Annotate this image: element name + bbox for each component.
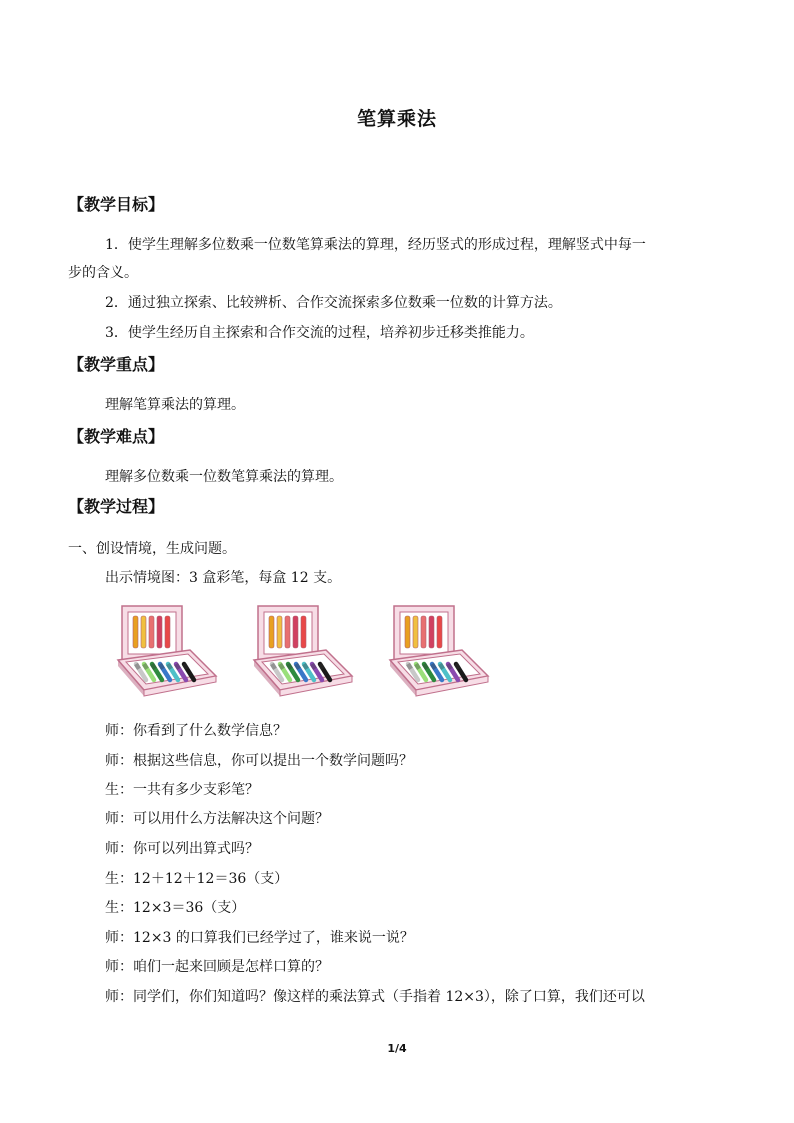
dialogue-line: 师：你可以列出算式吗？ (105, 841, 259, 857)
page-number: 1/4 (387, 1042, 407, 1055)
goal-item-3: 3．使学生经历自主探索和合作交流的过程，培养初步迁移类推能力。 (105, 325, 534, 341)
heading-key-points: 【教学重点】 (68, 355, 165, 374)
page-title: 笔算乘法 (356, 108, 437, 130)
heading-goals: 【教学目标】 (68, 195, 165, 214)
goal-item-1-line-1: 1．使学生理解多位数乘一位数笔算乘法的算理，经历竖式的形成过程，理解竖式中每一 (105, 237, 646, 253)
pencil-box-illustration (112, 598, 492, 702)
pencil-box-icon (112, 598, 220, 702)
dialogue-line: 生：12×3＝36（支） (105, 900, 246, 916)
heading-process: 【教学过程】 (68, 497, 165, 516)
key-points-text: 理解笔算乘法的算理。 (105, 397, 245, 413)
dialogue-line: 生：12＋12＋12＝36（支） (105, 871, 289, 887)
difficulties-text: 理解多位数乘一位数笔算乘法的算理。 (105, 469, 343, 485)
dialogue-line: 师：同学们，你们知道吗？像这样的乘法算式（手指着 12×3），除了口算，我们还可以 (105, 989, 645, 1005)
dialogue-line: 师：可以用什么方法解决这个问题？ (105, 811, 329, 827)
goal-item-1-line-2: 步的含义。 (68, 265, 138, 281)
dialogue-line: 生：一共有多少支彩笔？ (105, 782, 259, 798)
heading-difficulties: 【教学难点】 (68, 427, 165, 446)
pencil-box-icon (384, 598, 492, 702)
dialogue-line: 师：12×3 的口算我们已经学过了，谁来说一说？ (105, 930, 414, 946)
pencil-box-icon (248, 598, 356, 702)
dialogue-line: 师：你看到了什么数学信息？ (105, 723, 287, 739)
goal-item-2: 2．通过独立探索、比较辨析、合作交流探索多位数乘一位数的计算方法。 (105, 295, 562, 311)
dialogue-line: 师：根据这些信息，你可以提出一个数学问题吗？ (105, 753, 413, 769)
scene-description: 出示情境图：3 盒彩笔，每盒 12 支。 (105, 570, 342, 586)
dialogue-line: 师：咱们一起来回顾是怎样口算的？ (105, 959, 329, 975)
process-step-1: 一、创设情境，生成问题。 (68, 541, 236, 557)
